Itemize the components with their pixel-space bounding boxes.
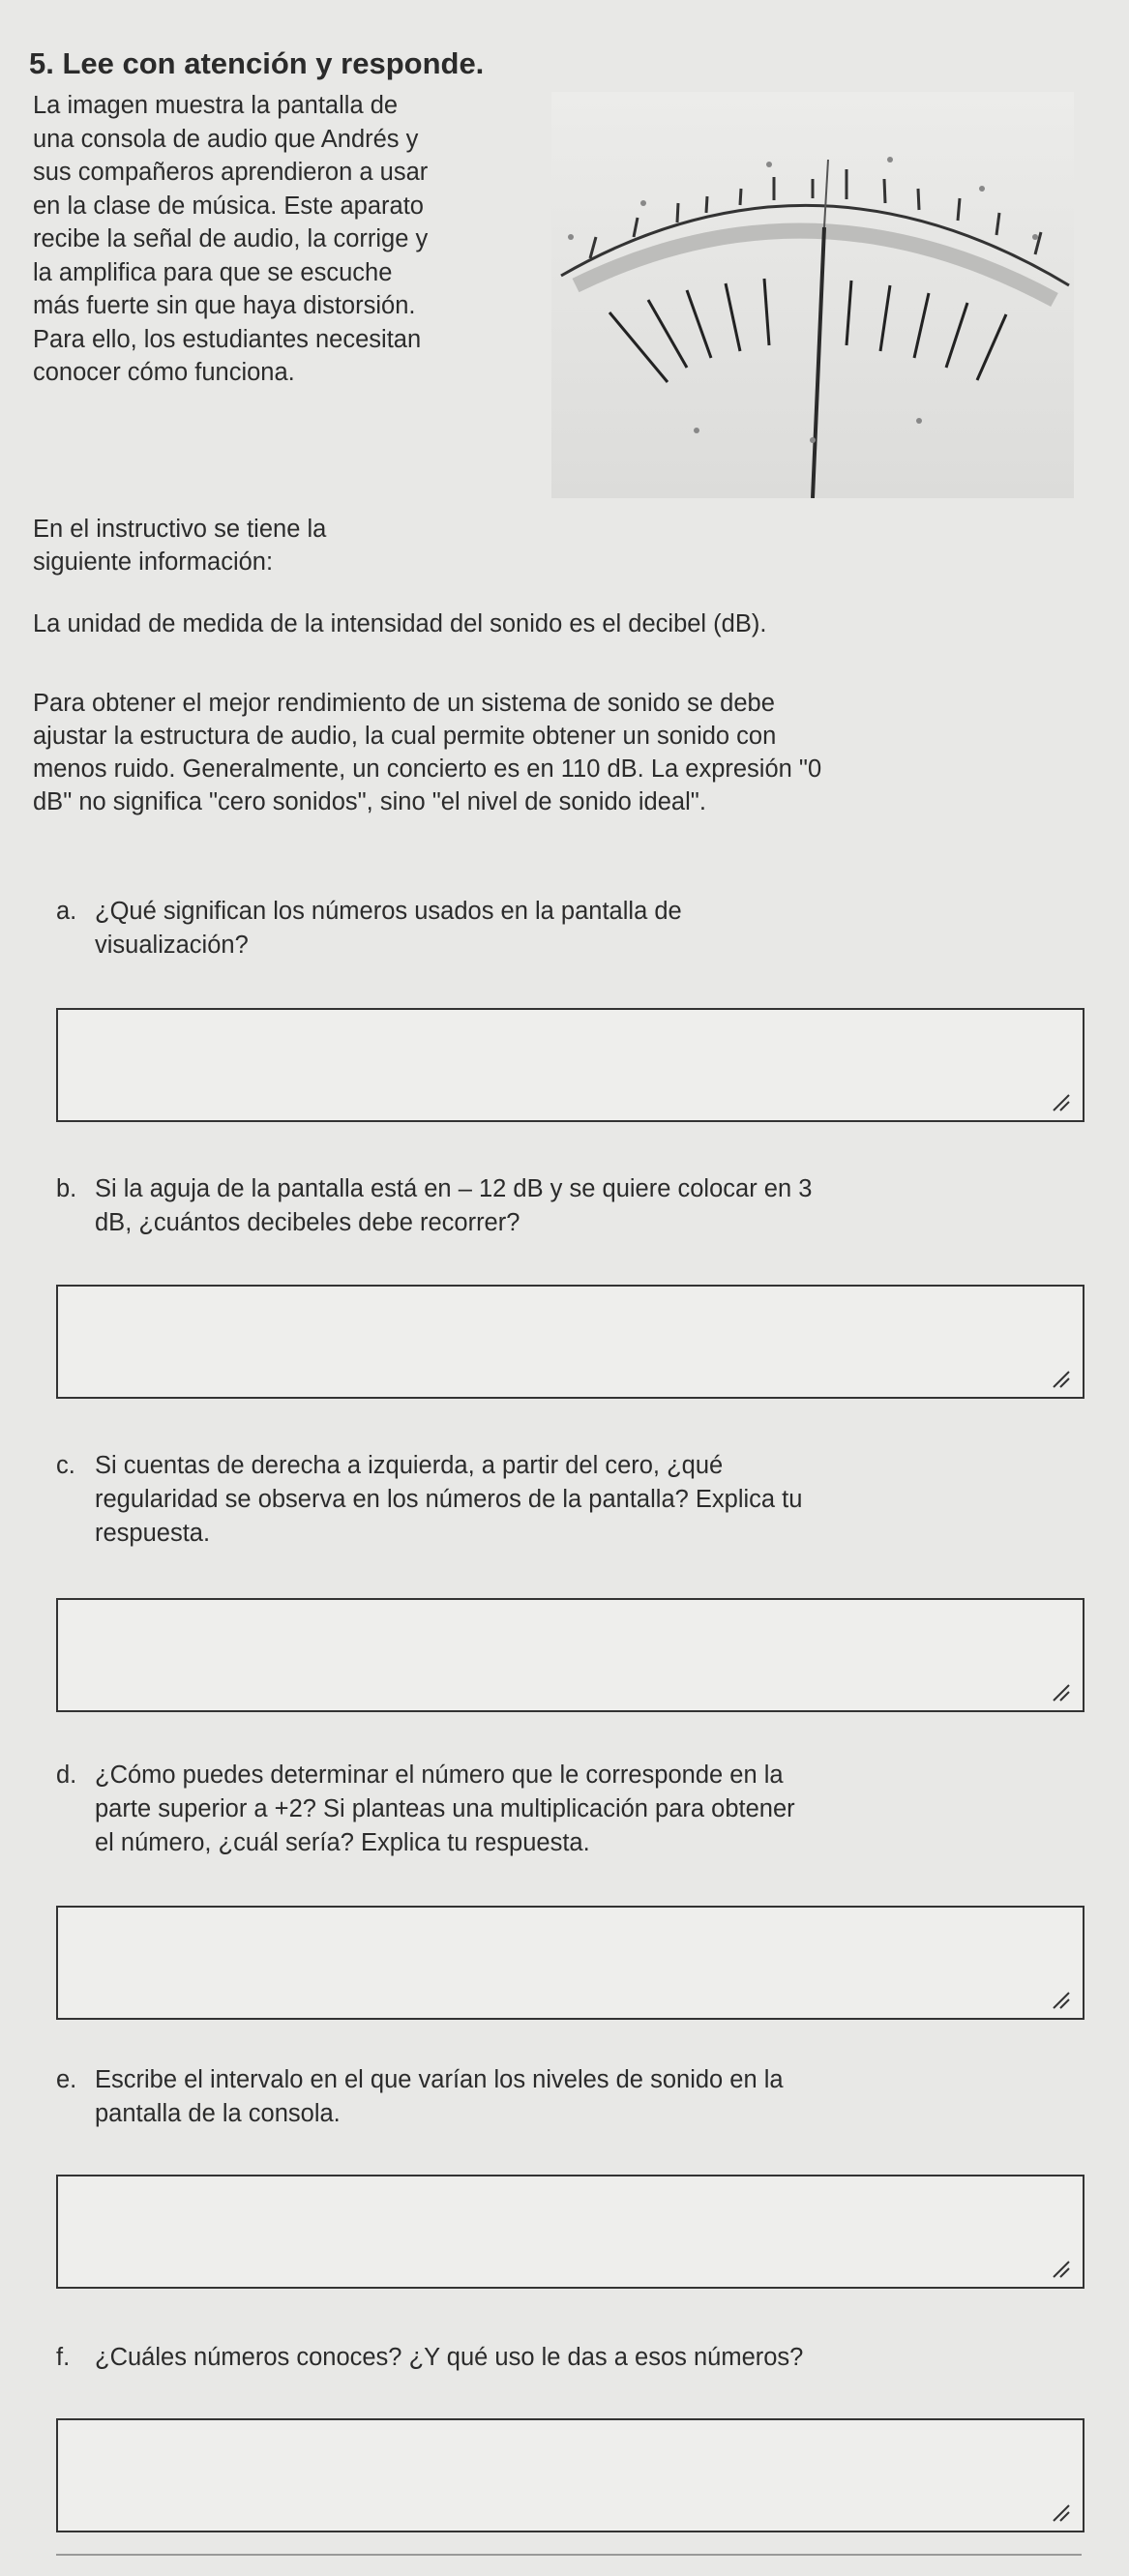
instructivo-paragraph bbox=[33, 513, 1078, 578]
question-c bbox=[56, 1449, 1072, 1551]
instructivo-line: En el instructivo se tiene la bbox=[33, 516, 327, 543]
question-text: Si cuentas de derecha a izquierda, a partir del cero, ¿qué bbox=[95, 1452, 724, 1479]
intro-line: Para ello, los estudiantes necesitan bbox=[33, 325, 422, 353]
question-letter: c. bbox=[56, 1452, 75, 1479]
resize-grip-icon[interactable] bbox=[1050, 2502, 1071, 2523]
intro-line: la amplifica para que se escuche bbox=[33, 258, 393, 286]
intro-line: conocer cómo funciona. bbox=[33, 359, 295, 386]
question-text: ¿Cuáles números conoces? ¿Y qué uso le das a esos números? bbox=[95, 2344, 804, 2371]
intro-line: La imagen muestra la pantalla de bbox=[33, 92, 399, 119]
resize-grip-icon[interactable] bbox=[1050, 2258, 1071, 2279]
resize-grip-icon[interactable] bbox=[1050, 1368, 1071, 1389]
question-text: visualización? bbox=[95, 932, 249, 959]
resize-grip-icon[interactable] bbox=[1050, 1989, 1071, 2010]
question-text: Si la aguja de la pantalla está en – 12 dB y se quiere colocar en 3 bbox=[95, 1175, 813, 1202]
instructivo-line: siguiente información: bbox=[33, 548, 274, 576]
question-a bbox=[56, 895, 1072, 962]
resize-grip-icon[interactable] bbox=[1050, 1091, 1071, 1112]
question-letter: b. bbox=[56, 1175, 77, 1202]
config-line: Para obtener el mejor rendimiento de un sistema de sonido se debe bbox=[33, 690, 775, 717]
question-b bbox=[56, 1172, 1072, 1240]
intro-line: más fuerte sin que haya distorsión. bbox=[33, 292, 416, 319]
intro-line: una consola de audio que Andrés y bbox=[33, 125, 419, 153]
config-paragraph bbox=[33, 687, 1078, 818]
intro-line: recibe la señal de audio, la corrige y bbox=[33, 225, 429, 252]
config-line: menos ruido. Generalmente, un concierto es en 110 dB. La expresión "0 bbox=[33, 755, 822, 783]
answer-box-f[interactable] bbox=[56, 2418, 1084, 2532]
answer-box-d[interactable] bbox=[56, 1906, 1084, 2020]
intro-paragraph bbox=[33, 89, 546, 390]
question-text: regularidad se observa en los números de la pantalla? Explica tu bbox=[95, 1486, 803, 1513]
question-e bbox=[56, 2063, 1072, 2131]
answer-box-b[interactable] bbox=[56, 1285, 1084, 1399]
intro-line: en la clase de música. Este aparato bbox=[33, 192, 424, 220]
question-letter: d. bbox=[56, 1762, 77, 1789]
question-text: el número, ¿cuál sería? Explica tu respuesta. bbox=[95, 1829, 590, 1856]
intro-line: sus compañeros aprendieron a usar bbox=[33, 159, 429, 186]
question-text: pantalla de la consola. bbox=[95, 2100, 341, 2127]
question-f bbox=[56, 2341, 1072, 2375]
question-letter: f. bbox=[56, 2344, 71, 2371]
vu-meter-illustration bbox=[551, 92, 1074, 498]
question-text: parte superior a +2? Si planteas una multiplicación para obtener bbox=[95, 1795, 795, 1822]
answer-box-c[interactable] bbox=[56, 1598, 1084, 1712]
unit-paragraph bbox=[33, 607, 1078, 640]
resize-grip-icon[interactable] bbox=[1050, 1681, 1071, 1703]
config-line: ajustar la estructura de audio, la cual permite obtener un sonido con bbox=[33, 723, 777, 750]
question-letter: a. bbox=[56, 898, 77, 925]
question-text: ¿Cómo puedes determinar el número que le corresponde en la bbox=[95, 1762, 784, 1789]
answer-box-a[interactable] bbox=[56, 1008, 1084, 1122]
unit-line: La unidad de medida de la intensidad del sonido es el decibel (dB). bbox=[33, 610, 767, 637]
question-letter: e. bbox=[56, 2066, 77, 2093]
exercise-title: 5. Lee con atención y responde. bbox=[29, 46, 485, 80]
question-text: ¿Qué significan los números usados en la pantalla de bbox=[95, 898, 682, 925]
question-d bbox=[56, 1759, 1072, 1860]
config-line: dB" no significa "cero sonidos", sino "el nivel de sonido ideal". bbox=[33, 788, 706, 815]
bottom-divider bbox=[56, 2554, 1082, 2556]
question-text: respuesta. bbox=[95, 1520, 211, 1547]
question-text: dB, ¿cuántos decibeles debe recorrer? bbox=[95, 1209, 520, 1236]
answer-box-e[interactable] bbox=[56, 2175, 1084, 2289]
question-text: Escribe el intervalo en el que varían los niveles de sonido en la bbox=[95, 2066, 784, 2093]
